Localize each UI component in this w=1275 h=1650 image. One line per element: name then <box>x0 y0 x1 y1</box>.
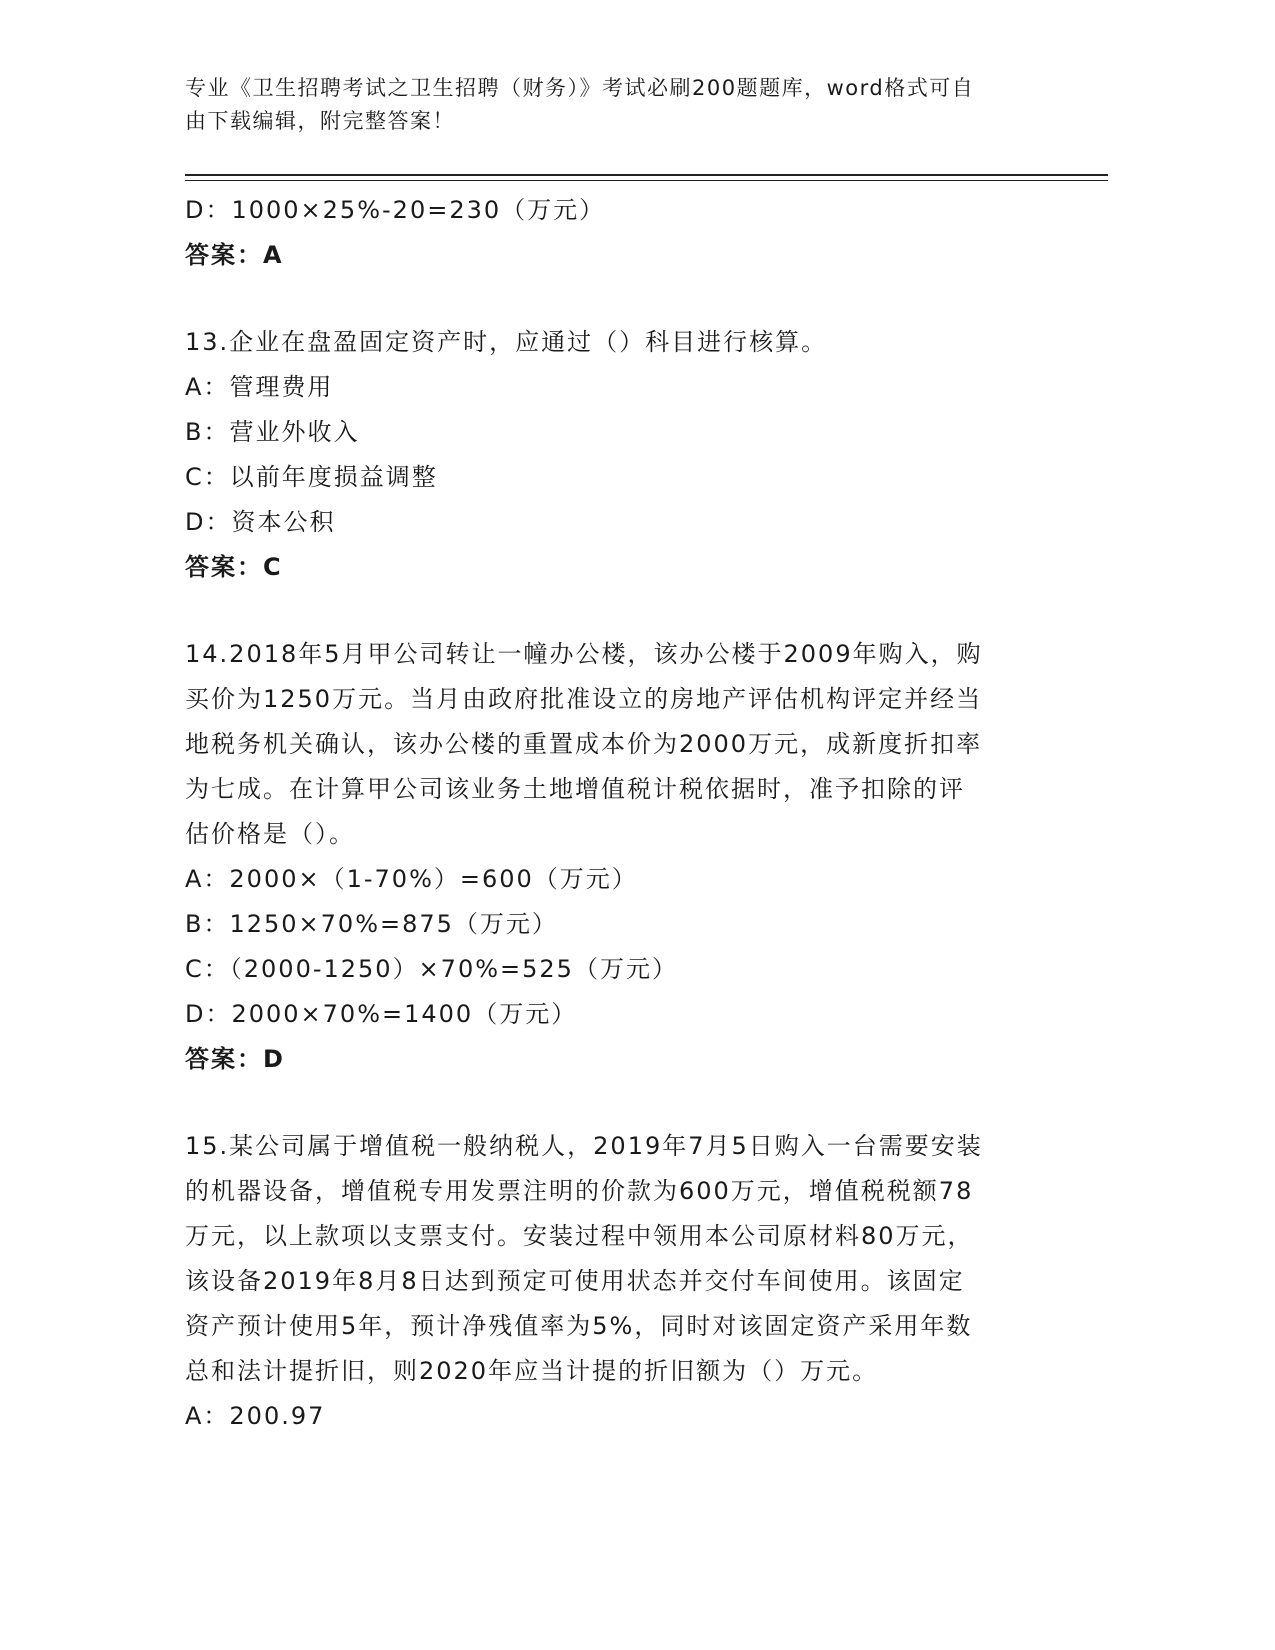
option-d: D：1000×25%-20=230（万元） <box>185 196 606 224</box>
option-a: A：管理费用 <box>185 373 334 401</box>
page-header <box>185 72 1065 138</box>
question-stem: 13.企业在盘盈固定资产时，应通过（）科目进行核算。 <box>185 328 828 356</box>
option-c: C：以前年度损益调整 <box>185 463 438 491</box>
question-stem-line: 15.某公司属于增值税一般纳税人，2019年7月5日购入一台需要安装 <box>185 1132 983 1160</box>
question-stem-line: 地税务机关确认，该办公楼的重置成本价为2000万元，成新度折扣率 <box>185 730 983 758</box>
question-stem-line: 买价为1250万元。当月由政府批准设立的房地产评估机构评定并经当 <box>185 685 983 713</box>
question-stem-line: 的机器设备，增值税专用发票注明的价款为600万元，增值税税额78 <box>185 1177 974 1205</box>
question-stem-line: 该设备2019年8月8日达到预定可使用状态并交付车间使用。该固定 <box>185 1267 965 1295</box>
question-13 <box>185 320 1065 590</box>
option-b: B：营业外收入 <box>185 418 360 446</box>
question-stem-line: 总和法计提折旧，则2020年应当计提的折旧额为（）万元。 <box>185 1357 879 1385</box>
option-d: D：2000×70%=1400（万元） <box>185 1000 578 1028</box>
option-d: D：资本公积 <box>185 508 336 536</box>
spacer <box>185 1082 1065 1124</box>
header-title-line-1: 专业《卫生招聘考试之卫生招聘（财务）》考试必刷200题题库，word格式可自 <box>185 76 975 100</box>
option-a: A：2000×（1-70%）=600（万元） <box>185 865 638 893</box>
question-12-tail <box>185 188 1065 278</box>
spacer <box>185 278 1065 320</box>
header-divider-thin <box>185 180 1108 181</box>
answer-line: 答案：A <box>185 241 284 269</box>
question-stem-line: 资产预计使用5年，预计净残值率为5%，同时对该固定资产采用年数 <box>185 1312 973 1340</box>
question-stem-line: 14.2018年5月甲公司转让一幢办公楼，该办公楼于2009年购入，购 <box>185 640 983 668</box>
header-divider-thick <box>185 174 1108 176</box>
question-stem-line: 万元，以上款项以支票支付。安装过程中领用本公司原材料80万元， <box>185 1222 974 1250</box>
option-c: C：（2000-1250）×70%=525（万元） <box>185 955 678 983</box>
answer-line: 答案：D <box>185 1045 285 1073</box>
answer-line: 答案：C <box>185 553 283 581</box>
question-14 <box>185 632 1065 1082</box>
option-a: A：200.97 <box>185 1402 326 1430</box>
question-stem-line: 估价格是（）。 <box>185 820 355 848</box>
question-content <box>185 188 1065 1439</box>
option-b: B：1250×70%=875（万元） <box>185 910 558 938</box>
question-stem-line: 为七成。在计算甲公司该业务土地增值税计税依据时，准予扣除的评 <box>185 775 965 803</box>
header-title-line-2: 由下载编辑，附完整答案！ <box>185 109 455 133</box>
spacer <box>185 590 1065 632</box>
question-15 <box>185 1124 1065 1439</box>
